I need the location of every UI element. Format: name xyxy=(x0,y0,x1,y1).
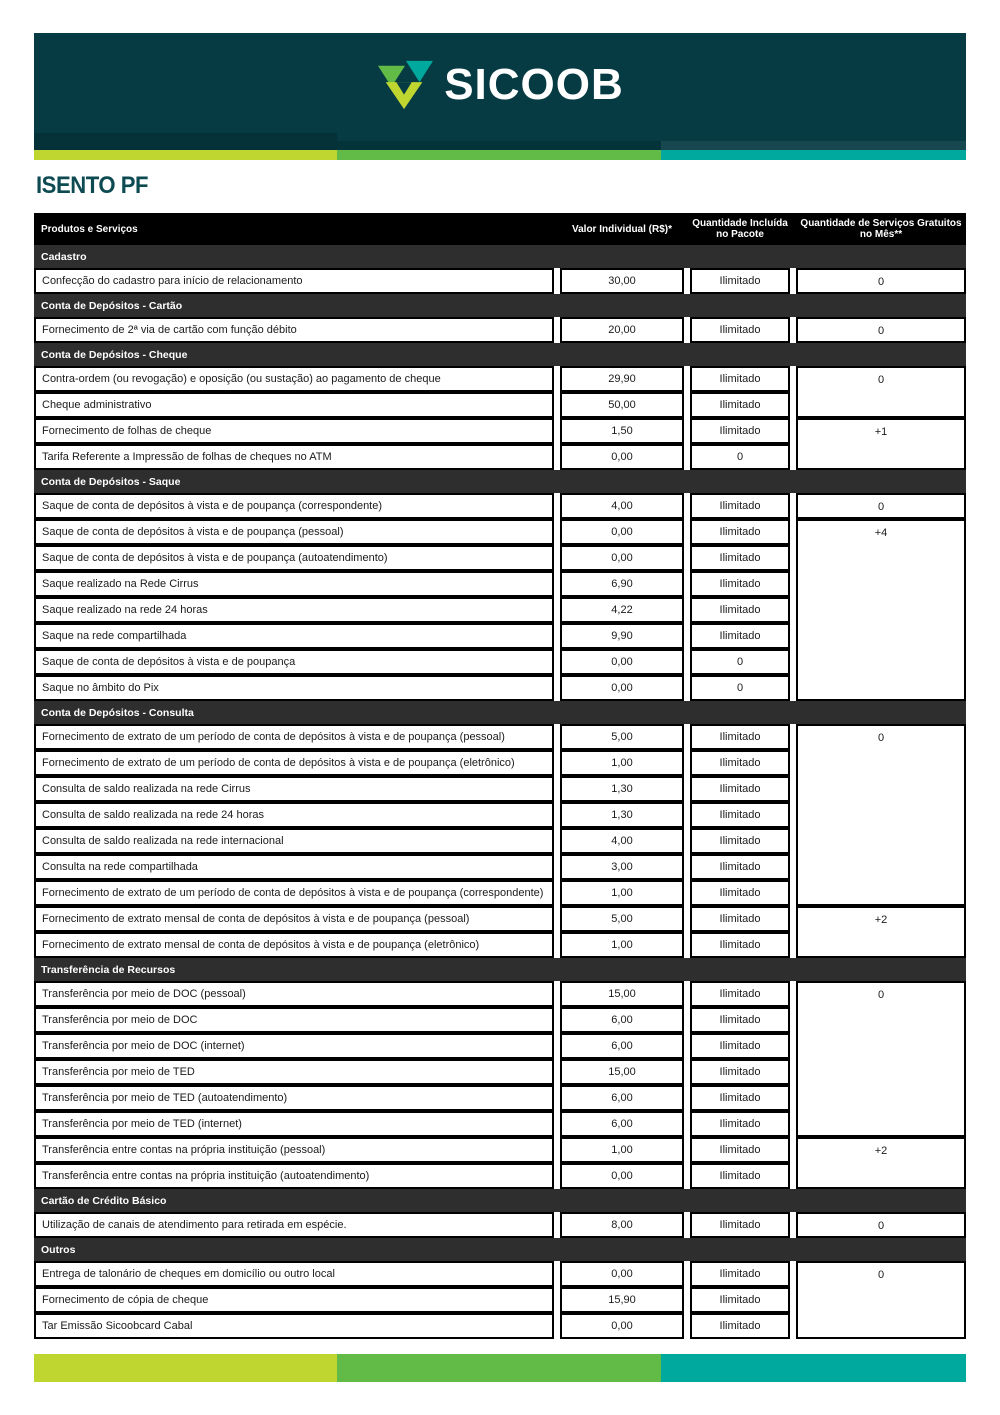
valor-cell: 0,00 xyxy=(560,1163,684,1189)
pacote-cell: Ilimitado xyxy=(690,750,790,776)
table-row xyxy=(34,418,966,444)
valor-cell: 1,00 xyxy=(560,880,684,906)
pacote-cell: Ilimitado xyxy=(690,597,790,623)
pacote-cell: Ilimitado xyxy=(690,268,790,294)
accent-stripe-top xyxy=(34,150,966,160)
pacote-cell: Ilimitado xyxy=(690,623,790,649)
section-title: Cadastro xyxy=(34,245,966,268)
pacote-cell: Ilimitado xyxy=(690,854,790,880)
sicoob-logo xyxy=(34,57,966,113)
produto-cell: Consulta de saldo realizada na rede internacional xyxy=(34,828,554,854)
produto-cell: Transferência por meio de TED xyxy=(34,1059,554,1085)
stripe-segment-green xyxy=(337,150,661,160)
produto-cell: Transferência por meio de TED (internet) xyxy=(34,1111,554,1137)
valor-cell: 0,00 xyxy=(560,649,684,675)
section-row xyxy=(34,245,966,268)
valor-cell: 20,00 xyxy=(560,317,684,343)
section-row xyxy=(34,1189,966,1212)
sicoob-triangle-icon xyxy=(376,57,434,113)
produto-cell: Fornecimento de folhas de cheque xyxy=(34,418,554,444)
pacote-cell: Ilimitado xyxy=(690,981,790,1007)
produto-cell: Saque de conta de depósitos à vista e de poupança (autoatendimento) xyxy=(34,545,554,571)
valor-cell: 4,00 xyxy=(560,828,684,854)
produto-cell: Fornecimento de 2ª via de cartão com função débito xyxy=(34,317,554,343)
produto-cell: Cheque administrativo xyxy=(34,392,554,418)
produto-cell: Transferência entre contas na própria instituição (pessoal) xyxy=(34,1137,554,1163)
produto-cell: Confecção do cadastro para início de relacionamento xyxy=(34,268,554,294)
stripe-segment-teal xyxy=(661,150,966,160)
pacote-cell: Ilimitado xyxy=(690,418,790,444)
pacote-cell: Ilimitado xyxy=(690,880,790,906)
valor-cell: 6,00 xyxy=(560,1085,684,1111)
section-row xyxy=(34,294,966,317)
valor-cell: 15,00 xyxy=(560,1059,684,1085)
valor-cell: 0,00 xyxy=(560,519,684,545)
section-title: Transferência de Recursos xyxy=(34,958,966,981)
produto-cell: Entrega de talonário de cheques em domicílio ou outro local xyxy=(34,1261,554,1287)
produto-cell: Saque no âmbito do Pix xyxy=(34,675,554,701)
table-row xyxy=(34,493,966,519)
pacote-cell: 0 xyxy=(690,444,790,470)
top-banner xyxy=(34,33,966,150)
valor-cell: 15,00 xyxy=(560,981,684,1007)
table-row xyxy=(34,1137,966,1163)
stripe-segment-lightgreen xyxy=(34,1354,337,1382)
table-row xyxy=(34,1261,966,1287)
pacote-cell: 0 xyxy=(690,649,790,675)
pacote-cell: Ilimitado xyxy=(690,1212,790,1238)
pacote-cell: Ilimitado xyxy=(690,1287,790,1313)
produto-cell: Transferência entre contas na própria instituição (autoatendimento) xyxy=(34,1163,554,1189)
gratuitos-cell: +2 xyxy=(796,1137,966,1189)
pacote-cell: Ilimitado xyxy=(690,724,790,750)
produto-cell: Fornecimento de extrato mensal de conta de depósitos à vista e de poupança (pessoal) xyxy=(34,906,554,932)
pacote-cell: Ilimitado xyxy=(690,519,790,545)
valor-cell: 0,00 xyxy=(560,1313,684,1339)
valor-cell: 5,00 xyxy=(560,724,684,750)
valor-cell: 0,00 xyxy=(560,675,684,701)
banner-shade-left xyxy=(34,133,337,150)
produto-cell: Saque realizado na rede 24 horas xyxy=(34,597,554,623)
banner-shade-right xyxy=(661,141,966,150)
gratuitos-cell: 0 xyxy=(796,724,966,906)
gratuitos-cell: +2 xyxy=(796,906,966,958)
gratuitos-cell: 0 xyxy=(796,268,966,294)
table-row xyxy=(34,724,966,750)
pacote-cell: Ilimitado xyxy=(690,366,790,392)
table-row xyxy=(34,317,966,343)
page-title: ISENTO PF xyxy=(36,172,149,199)
valor-cell: 1,00 xyxy=(560,932,684,958)
pacote-cell: Ilimitado xyxy=(690,1261,790,1287)
gratuitos-cell: 0 xyxy=(796,493,966,519)
produto-cell: Consulta de saldo realizada na rede 24 horas xyxy=(34,802,554,828)
pacote-cell: Ilimitado xyxy=(690,1085,790,1111)
section-title: Outros xyxy=(34,1238,966,1261)
produto-cell: Consulta na rede compartilhada xyxy=(34,854,554,880)
produto-cell: Saque de conta de depósitos à vista e de poupança (correspondente) xyxy=(34,493,554,519)
pacote-cell: Ilimitado xyxy=(690,1059,790,1085)
valor-cell: 50,00 xyxy=(560,392,684,418)
produto-cell: Transferência por meio de DOC (internet) xyxy=(34,1033,554,1059)
gratuitos-cell: +4 xyxy=(796,519,966,701)
pacote-cell: Ilimitado xyxy=(690,802,790,828)
valor-cell: 0,00 xyxy=(560,545,684,571)
pacote-cell: Ilimitado xyxy=(690,1111,790,1137)
section-title: Conta de Depósitos - Cartão xyxy=(34,294,966,317)
pacote-cell: Ilimitado xyxy=(690,317,790,343)
table-row xyxy=(34,981,966,1007)
produto-cell: Tarifa Referente a Impressão de folhas de cheques no ATM xyxy=(34,444,554,470)
gratuitos-cell: 0 xyxy=(796,317,966,343)
pacote-cell: Ilimitado xyxy=(690,828,790,854)
produto-cell: Tar Emissão Sicoobcard Cabal xyxy=(34,1313,554,1339)
valor-cell: 1,30 xyxy=(560,776,684,802)
produto-cell: Fornecimento de extrato de um período de conta de depósitos à vista e de poupança (eletrônico) xyxy=(34,750,554,776)
produto-cell: Transferência por meio de TED (autoatendimento) xyxy=(34,1085,554,1111)
produto-cell: Contra-ordem (ou revogação) e oposição (ou sustação) ao pagamento de cheque xyxy=(34,366,554,392)
pacote-cell: Ilimitado xyxy=(690,545,790,571)
table-row xyxy=(34,366,966,392)
table-row xyxy=(34,1212,966,1238)
pacote-cell: Ilimitado xyxy=(690,571,790,597)
valor-cell: 5,00 xyxy=(560,906,684,932)
produto-cell: Fornecimento de extrato de um período de conta de depósitos à vista e de poupança (pessoal) xyxy=(34,724,554,750)
pacote-cell: Ilimitado xyxy=(690,932,790,958)
gratuitos-cell: +1 xyxy=(796,418,966,470)
pacote-cell: Ilimitado xyxy=(690,493,790,519)
valor-cell: 15,90 xyxy=(560,1287,684,1313)
banner-shade-mid xyxy=(337,141,661,150)
valor-cell: 29,90 xyxy=(560,366,684,392)
section-row xyxy=(34,343,966,366)
stripe-segment-green xyxy=(337,1354,661,1382)
produto-cell: Saque realizado na Rede Cirrus xyxy=(34,571,554,597)
produto-cell: Saque de conta de depósitos à vista e de poupança (pessoal) xyxy=(34,519,554,545)
valor-cell: 0,00 xyxy=(560,1261,684,1287)
produto-cell: Fornecimento de extrato de um período de conta de depósitos à vista e de poupança (correspondente) xyxy=(34,880,554,906)
produto-cell: Transferência por meio de DOC (pessoal) xyxy=(34,981,554,1007)
logo-wordmark: SICOOB xyxy=(444,60,624,109)
produto-cell: Fornecimento de cópia de cheque xyxy=(34,1287,554,1313)
table-header-row xyxy=(34,213,966,245)
valor-cell: 6,00 xyxy=(560,1033,684,1059)
section-row xyxy=(34,470,966,493)
column-header-produtos: Produtos e Serviços xyxy=(41,223,138,235)
section-title: Conta de Depósitos - Saque xyxy=(34,470,966,493)
valor-cell: 6,90 xyxy=(560,571,684,597)
fees-table xyxy=(28,213,972,1339)
valor-cell: 30,00 xyxy=(560,268,684,294)
table-header-bar xyxy=(34,213,966,245)
valor-cell: 6,00 xyxy=(560,1007,684,1033)
gratuitos-cell: 0 xyxy=(796,1261,966,1339)
column-header-valor: Valor Individual (R$)* xyxy=(571,223,673,235)
produto-cell: Saque na rede compartilhada xyxy=(34,623,554,649)
valor-cell: 1,50 xyxy=(560,418,684,444)
section-row xyxy=(34,701,966,724)
gratuitos-cell: 0 xyxy=(796,1212,966,1238)
section-row xyxy=(34,958,966,981)
section-row xyxy=(34,1238,966,1261)
section-title: Conta de Depósitos - Consulta xyxy=(34,701,966,724)
produto-cell: Utilização de canais de atendimento para retirada em espécie. xyxy=(34,1212,554,1238)
pacote-cell: Ilimitado xyxy=(690,906,790,932)
valor-cell: 1,30 xyxy=(560,802,684,828)
valor-cell: 1,00 xyxy=(560,1137,684,1163)
valor-cell: 4,22 xyxy=(560,597,684,623)
gratuitos-cell: 0 xyxy=(796,981,966,1137)
valor-cell: 9,90 xyxy=(560,623,684,649)
valor-cell: 3,00 xyxy=(560,854,684,880)
valor-cell: 6,00 xyxy=(560,1111,684,1137)
pacote-cell: Ilimitado xyxy=(690,1137,790,1163)
table-row xyxy=(34,268,966,294)
fees-table-container xyxy=(28,213,972,1339)
table-row xyxy=(34,519,966,545)
stripe-segment-teal xyxy=(661,1354,966,1382)
pacote-cell: Ilimitado xyxy=(690,392,790,418)
pacote-cell: Ilimitado xyxy=(690,1313,790,1339)
valor-cell: 8,00 xyxy=(560,1212,684,1238)
pacote-cell: Ilimitado xyxy=(690,1033,790,1059)
table-row xyxy=(34,906,966,932)
pacote-cell: Ilimitado xyxy=(690,1007,790,1033)
stripe-segment-lightgreen xyxy=(34,150,337,160)
section-title: Conta de Depósitos - Cheque xyxy=(34,343,966,366)
produto-cell: Fornecimento de extrato mensal de conta de depósitos à vista e de poupança (eletrônico) xyxy=(34,932,554,958)
accent-stripe-bottom xyxy=(34,1354,966,1382)
gratuitos-cell: 0 xyxy=(796,366,966,418)
column-header-pacote: Quantidade Incluída no Pacote xyxy=(692,218,788,240)
valor-cell: 0,00 xyxy=(560,444,684,470)
pacote-cell: Ilimitado xyxy=(690,1163,790,1189)
pacote-cell: Ilimitado xyxy=(690,776,790,802)
section-title: Cartão de Crédito Básico xyxy=(34,1189,966,1212)
valor-cell: 1,00 xyxy=(560,750,684,776)
valor-cell: 4,00 xyxy=(560,493,684,519)
column-header-gratuitos: Quantidade de Serviços Gratuitos no Mês** xyxy=(800,218,962,240)
produto-cell: Consulta de saldo realizada na rede Cirrus xyxy=(34,776,554,802)
produto-cell: Saque de conta de depósitos à vista e de poupança xyxy=(34,649,554,675)
produto-cell: Transferência por meio de DOC xyxy=(34,1007,554,1033)
pacote-cell: 0 xyxy=(690,675,790,701)
